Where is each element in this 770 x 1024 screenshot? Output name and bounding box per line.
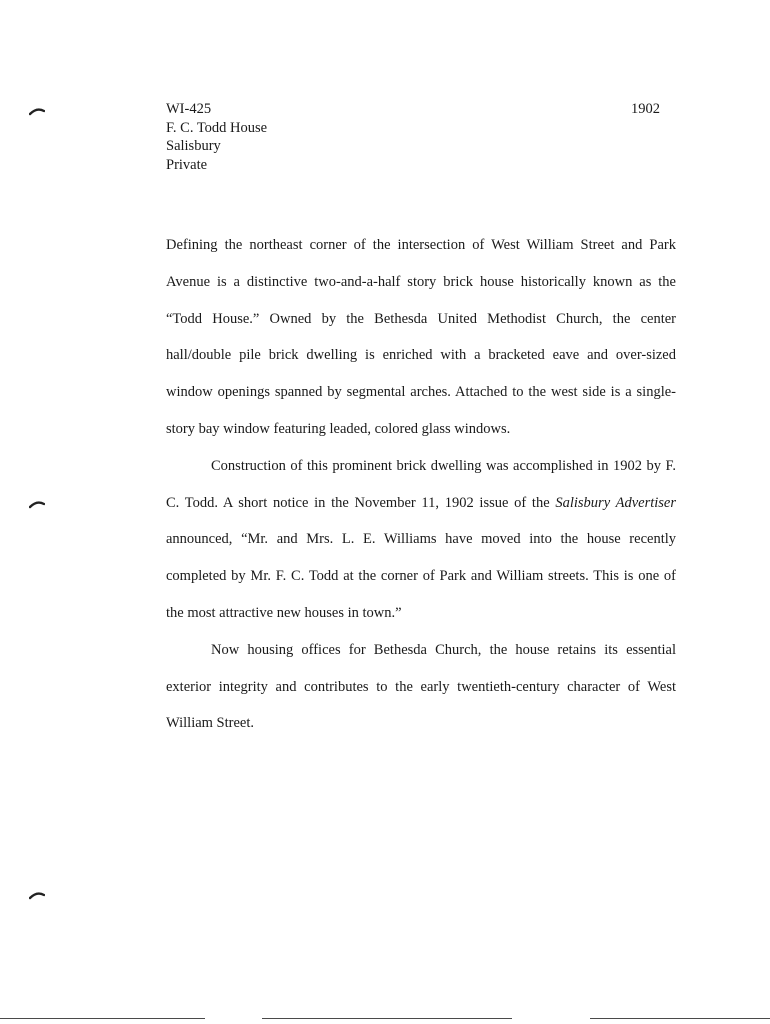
- scan-edge-line: [590, 1018, 770, 1019]
- history-text-start: Construction of this prominent brick dwelling was accomplished in 1902 by F. C. Todd. A short notice in the November 11, 1902 issue of the: [166, 457, 676, 511]
- binder-hole-mark: [29, 106, 45, 116]
- binder-hole-mark: [29, 499, 45, 509]
- construction-year: 1902: [631, 101, 660, 117]
- town-name: Salisbury: [166, 138, 221, 155]
- paragraph-current-use: Now housing offices for Bethesda Church, the house retains its essential exterior integrity and contributes to the early twentieth-century character of West William Street.: [166, 641, 676, 732]
- record-header: [166, 100, 660, 174]
- description-body: [166, 227, 676, 742]
- paragraph-history: [166, 448, 676, 632]
- history-text-end: announced, “Mr. and Mrs. L. E. Williams have moved into the house recently completed by Mr. F. C. Todd at the corner of Park and William streets. This is one of the most attractive new houses in town.”: [166, 531, 676, 621]
- site-number: WI-425: [166, 101, 212, 117]
- paragraph-description: Defining the northeast corner of the intersection of West William Street and Park Avenue is a distinctive two-and-a-half story brick house historically known as the “Todd House.” Owned by the Bethesda United Methodist Church, the center hall/double pile brick dwelling is enriched with a bracketed eave and over-sized window openings spanned by segmental arches. Attached to the west side is a single-story bay window featuring leaded, colored glass windows.: [166, 237, 676, 437]
- publication-title: Salisbury Advertiser: [555, 494, 676, 511]
- ownership-status: Private: [166, 156, 208, 173]
- property-name: F. C. Todd House: [166, 119, 268, 136]
- binder-hole-mark: [29, 890, 45, 900]
- scan-edge-line: [262, 1018, 512, 1019]
- scan-edge-line: [0, 1018, 205, 1019]
